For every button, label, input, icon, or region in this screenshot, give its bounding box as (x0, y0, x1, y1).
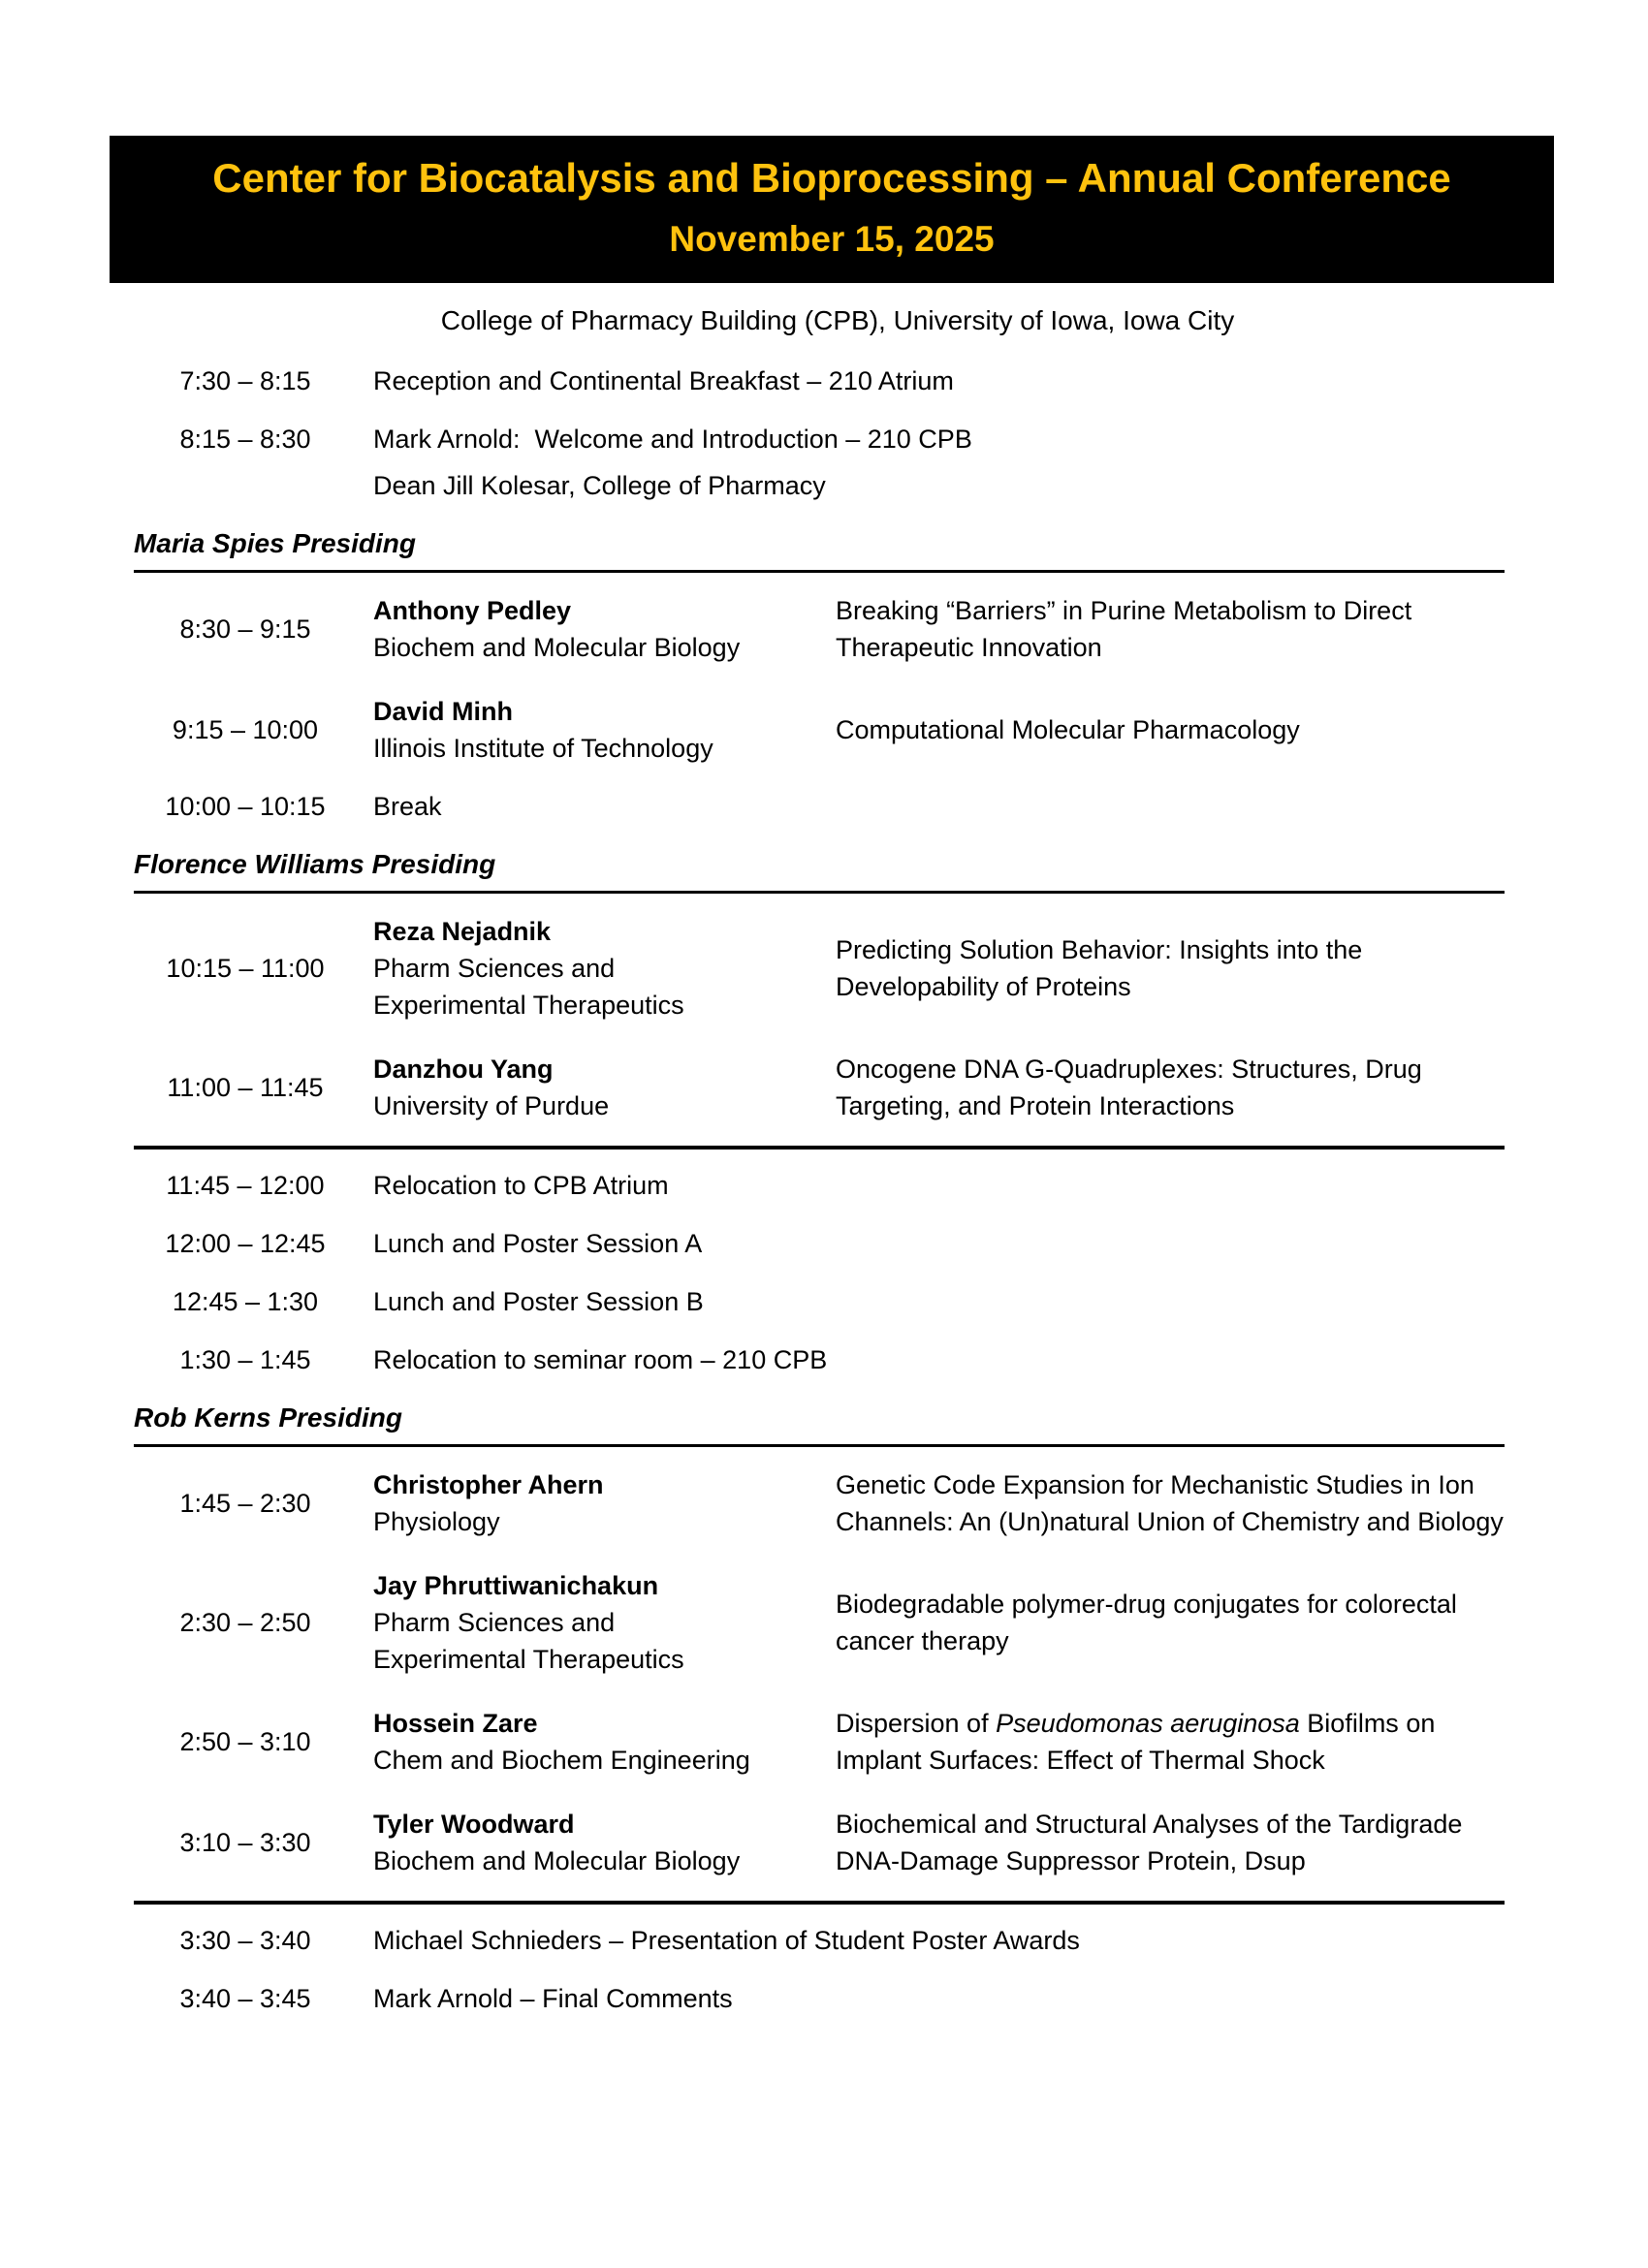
schedule-row-nejadnik (134, 907, 1505, 1029)
speaker-affiliation-line2: Experimental Therapeutics (373, 1645, 684, 1674)
time-cell: 12:00 – 12:45 (165, 1229, 326, 1258)
schedule-row-final-comments (134, 1980, 1505, 2017)
schedule-row-relocation-atrium (134, 1167, 1505, 1204)
speaker-affiliation: Illinois Institute of Technology (373, 734, 713, 763)
talk-title: Predicting Solution Behavior: Insights into the Developability of Proteins (836, 935, 1363, 1001)
section-divider (134, 891, 1505, 894)
talk-title-text: Dispersion of (836, 1709, 997, 1738)
speaker-affiliation: Chem and Biochem Engineering (373, 1746, 750, 1775)
speaker-name: Christopher Ahern (373, 1470, 604, 1499)
talk-title: Biochemical and Structural Analyses of the Tardigrade DNA-Damage Suppressor Protein, Dsup (836, 1810, 1463, 1875)
talk-title (836, 1705, 1505, 1779)
speaker-name: David Minh (373, 697, 514, 726)
time-cell: 3:10 – 3:30 (179, 1828, 311, 1857)
speaker-name: Anthony Pedley (373, 596, 572, 625)
schedule-row-yang (134, 1045, 1505, 1130)
speaker-affiliation-line2: Experimental Therapeutics (373, 991, 684, 1020)
time-cell: 1:45 – 2:30 (179, 1489, 311, 1518)
event-description: Reception and Continental Breakfast – 210 Atrium (373, 366, 954, 395)
session-heading-rob-kerns: Rob Kerns Presiding (134, 1402, 402, 1433)
speaker-affiliation: Physiology (373, 1507, 500, 1536)
speaker-affiliation: Biochem and Molecular Biology (373, 633, 741, 662)
time-cell: 8:15 – 8:30 (179, 425, 311, 454)
speaker-cell (373, 1705, 819, 1779)
schedule (134, 362, 1505, 2017)
schedule-row-zare (134, 1699, 1505, 1784)
talk-title-text: Biofilms on Implant Surfaces: Effect of Thermal Shock (836, 1709, 1436, 1775)
schedule-row-phruttiwanichakun (134, 1561, 1505, 1684)
conference-title: Center for Biocatalysis and Bioprocessing – Annual Conference (212, 155, 1451, 201)
speaker-cell (373, 1466, 819, 1540)
speaker-name: Danzhou Yang (373, 1055, 554, 1084)
talk-title: Computational Molecular Pharmacology (836, 715, 1300, 744)
schedule-row-welcome (134, 421, 1505, 504)
section-divider (134, 1444, 1505, 1447)
event-description: Lunch and Poster Session A (373, 1229, 703, 1258)
talk-title: Breaking “Barriers” in Purine Metabolism to Direct Therapeutic Innovation (836, 596, 1412, 662)
time-cell: 1:30 – 1:45 (179, 1345, 311, 1374)
schedule-row-reception (134, 362, 1505, 399)
time-cell: 3:30 – 3:40 (179, 1926, 311, 1955)
conference-date: November 15, 2025 (669, 219, 995, 259)
speaker-cell (373, 913, 819, 1024)
speaker-cell (373, 1806, 819, 1879)
event-description-line1: Mark Arnold: Welcome and Introduction – 210 CPB (373, 425, 972, 454)
time-cell: 9:15 – 10:00 (172, 715, 319, 744)
speaker-cell (373, 693, 819, 767)
talk-title-species-italic: Pseudomonas aeruginosa (996, 1709, 1300, 1738)
event-description: Lunch and Poster Session B (373, 1287, 704, 1316)
session-heading-florence-williams: Florence Williams Presiding (134, 849, 496, 879)
speaker-affiliation: Pharm Sciences and (373, 954, 616, 983)
schedule-row-poster-awards (134, 1922, 1505, 1959)
event-description: Relocation to CPB Atrium (373, 1171, 669, 1200)
speaker-cell (373, 592, 819, 666)
time-cell: 11:00 – 11:45 (167, 1073, 324, 1102)
time-cell: 2:30 – 2:50 (179, 1608, 311, 1637)
section-divider (134, 570, 1505, 573)
speaker-name: Tyler Woodward (373, 1810, 575, 1839)
speaker-name: Jay Phruttiwanichakun (373, 1571, 659, 1600)
speaker-cell (373, 1567, 819, 1678)
section-divider (134, 1901, 1505, 1905)
schedule-row-break (134, 788, 1505, 825)
time-cell: 2:50 – 3:10 (179, 1727, 311, 1756)
speaker-cell (373, 1051, 819, 1124)
event-description: Break (373, 792, 442, 821)
session-heading-maria-spies: Maria Spies Presiding (134, 528, 416, 558)
event-description: Relocation to seminar room – 210 CPB (373, 1345, 828, 1374)
time-cell: 7:30 – 8:15 (179, 366, 311, 395)
schedule-row-poster-b (134, 1283, 1505, 1320)
speaker-affiliation: Pharm Sciences and (373, 1608, 616, 1637)
event-description: Michael Schnieders – Presentation of Student Poster Awards (373, 1926, 1080, 1955)
time-cell: 11:45 – 12:00 (166, 1171, 325, 1200)
conference-program-page (0, 136, 1648, 2268)
talk-title: Biodegradable polymer-drug conjugates for colorectal cancer therapy (836, 1590, 1457, 1655)
speaker-affiliation: University of Purdue (373, 1091, 610, 1120)
schedule-row-relocation-seminar (134, 1341, 1505, 1378)
schedule-row-poster-a (134, 1225, 1505, 1262)
event-description (373, 421, 1505, 504)
talk-title: Oncogene DNA G-Quadruplexes: Structures, Drug Targeting, and Protein Interactions (836, 1055, 1422, 1120)
time-cell: 3:40 – 3:45 (179, 1984, 311, 2013)
speaker-name: Reza Nejadnik (373, 917, 552, 946)
schedule-row-ahern (134, 1461, 1505, 1546)
venue-location: College of Pharmacy Building (CPB), University of Iowa, Iowa City (440, 305, 1235, 335)
time-cell: 10:15 – 11:00 (166, 954, 325, 983)
event-description-line2: Dean Jill Kolesar, College of Pharmacy (373, 471, 826, 500)
header-banner (110, 136, 1554, 283)
schedule-row-minh (134, 687, 1505, 772)
section-divider (134, 1146, 1505, 1150)
speaker-affiliation: Biochem and Molecular Biology (373, 1846, 741, 1875)
speaker-name: Hossein Zare (373, 1709, 538, 1738)
time-cell: 8:30 – 9:15 (179, 614, 311, 644)
event-description: Mark Arnold – Final Comments (373, 1984, 733, 2013)
talk-title: Genetic Code Expansion for Mechanistic Studies in Ion Channels: An (Un)natural Union of Chemistry and Biology (836, 1470, 1504, 1536)
schedule-row-pedley (134, 586, 1505, 672)
time-cell: 12:45 – 1:30 (172, 1287, 319, 1316)
schedule-row-woodward (134, 1800, 1505, 1885)
time-cell: 10:00 – 10:15 (165, 792, 326, 821)
